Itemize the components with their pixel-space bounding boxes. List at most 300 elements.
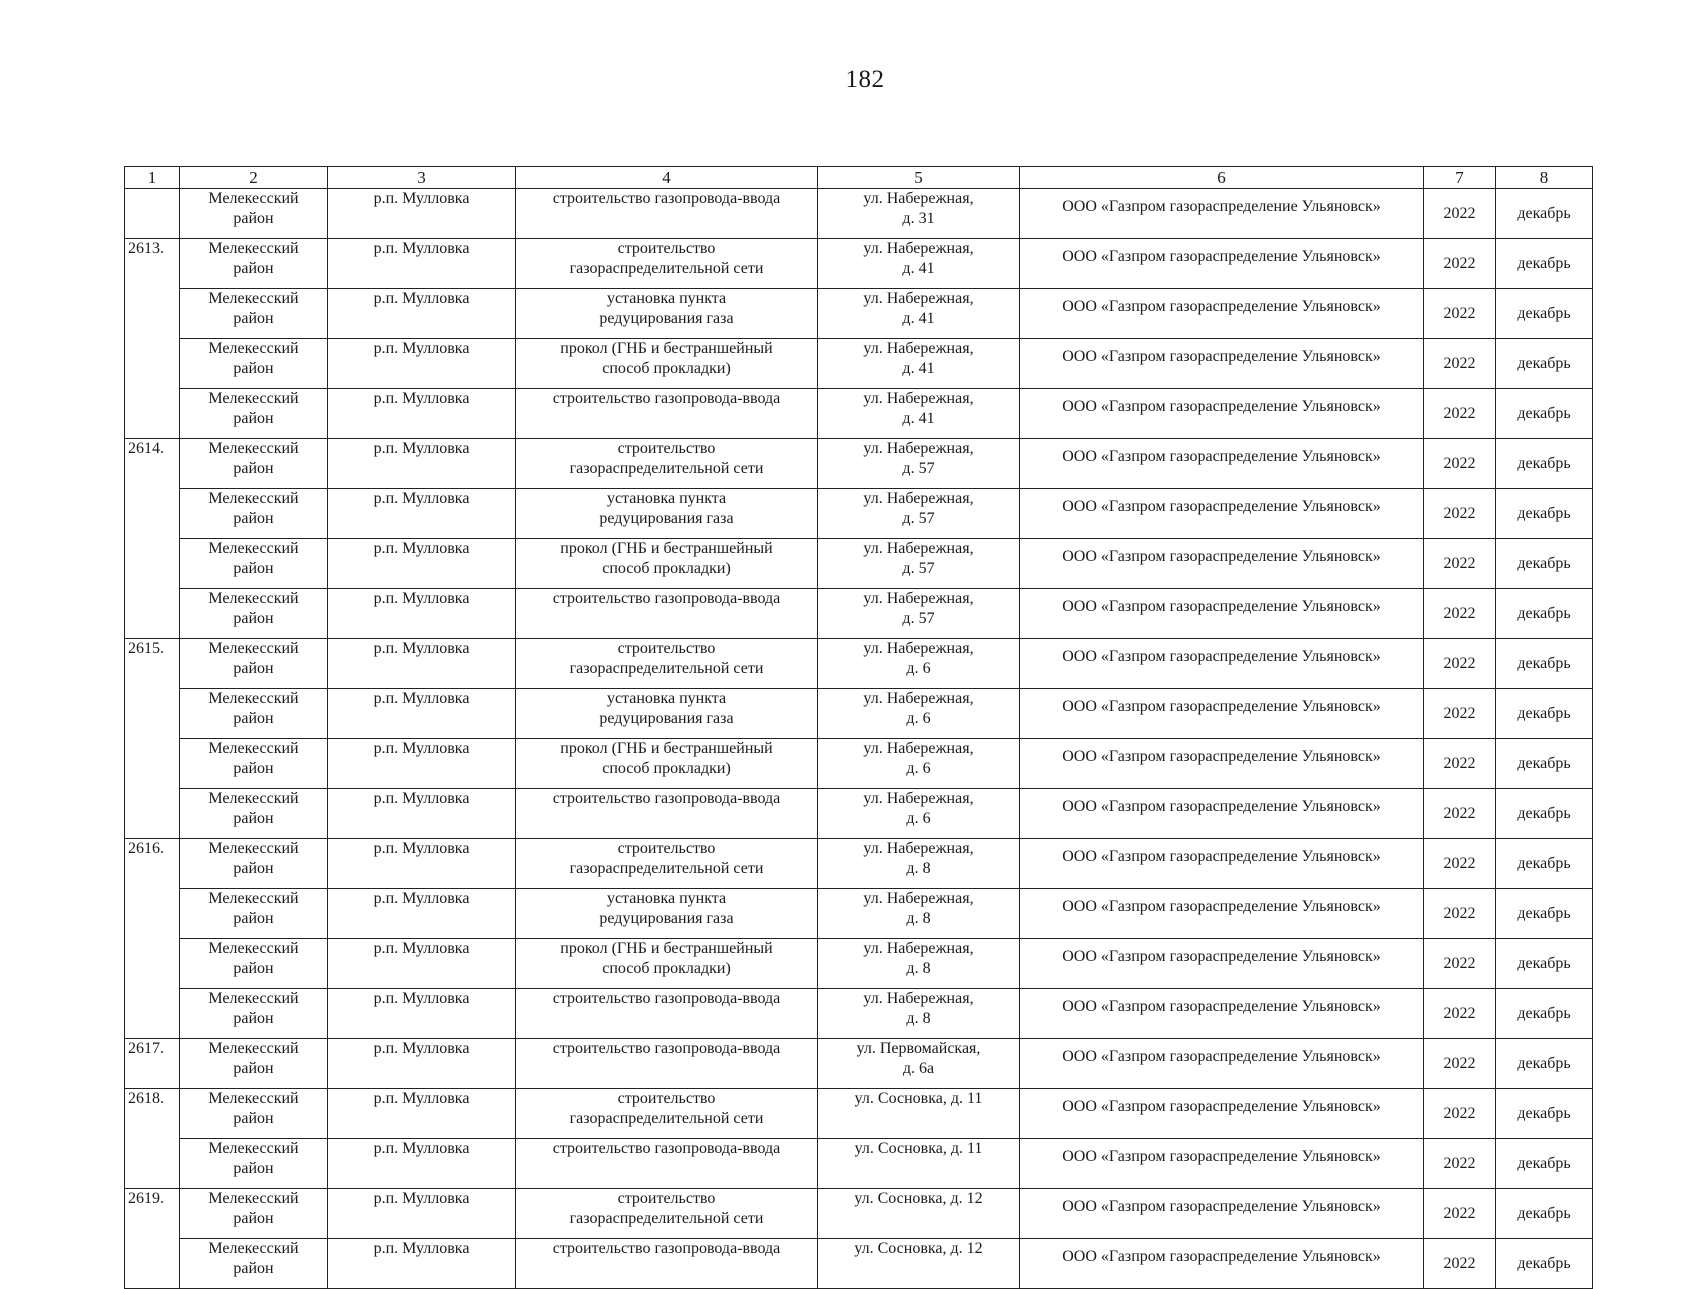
district-text: Мелекесский <box>208 590 299 607</box>
year-text: 2022 <box>1443 654 1476 672</box>
address-cell <box>818 239 1020 289</box>
address-text: д. 6 <box>906 760 931 777</box>
settlement-text: р.п. Мулловка <box>373 440 470 457</box>
organization-cell <box>1020 239 1424 289</box>
settlement-text: р.п. Мулловка <box>373 340 470 357</box>
settlement-cell <box>328 539 516 589</box>
district-text: район <box>233 1110 274 1127</box>
work-type-cell <box>516 1039 818 1089</box>
item-number-cell <box>125 1189 180 1239</box>
item-number-cell <box>125 789 180 839</box>
address-text: д. 6а <box>902 1060 935 1077</box>
item-number: 2618. <box>128 1090 164 1107</box>
settlement-cell <box>328 189 516 239</box>
item-number: 2613. <box>128 240 164 257</box>
district-text: Мелекесский <box>208 1040 299 1057</box>
year-text: 2022 <box>1443 954 1476 972</box>
organization-text: ООО «Газпром газораспределение Ульяновск» <box>1062 348 1381 365</box>
work-type-cell <box>516 389 818 439</box>
item-number-cell <box>125 189 180 239</box>
work-type-cell <box>516 839 818 889</box>
table-row <box>125 889 1593 939</box>
month-cell <box>1496 1189 1593 1239</box>
settlement-cell <box>328 1189 516 1239</box>
settlement-cell <box>328 989 516 1039</box>
item-number-cell <box>125 739 180 789</box>
district-text: район <box>233 1260 274 1277</box>
district-text: район <box>233 660 274 677</box>
item-number-cell <box>125 1039 180 1089</box>
table-row <box>125 289 1593 339</box>
table-row <box>125 339 1593 389</box>
district-text: Мелекесский <box>208 1190 299 1207</box>
district-text: Мелекесский <box>208 440 299 457</box>
gas-works-table <box>124 166 1593 1289</box>
month-text: декабрь <box>1517 1254 1571 1272</box>
item-number-cell <box>125 1089 180 1139</box>
address-text: ул. Набережная, <box>863 190 974 207</box>
organization-text: ООО «Газпром газораспределение Ульяновск» <box>1062 998 1381 1015</box>
month-cell <box>1496 939 1593 989</box>
year-cell <box>1424 989 1496 1039</box>
district-text: район <box>233 710 274 727</box>
address-cell <box>818 1239 1020 1289</box>
address-text: ул. Сосновка, д. 11 <box>854 1140 983 1157</box>
month-text: декабрь <box>1517 454 1571 472</box>
item-number-cell <box>125 589 180 639</box>
settlement-text: р.п. Мулловка <box>373 190 470 207</box>
address-text: ул. Сосновка, д. 12 <box>854 1240 983 1257</box>
month-text: декабрь <box>1517 654 1571 672</box>
work-type-cell <box>516 339 818 389</box>
month-cell <box>1496 239 1593 289</box>
district-text: район <box>233 1210 274 1227</box>
work-type-text: строительство газопровода-ввода <box>552 1240 781 1257</box>
year-cell <box>1424 1039 1496 1089</box>
district-cell <box>180 989 328 1039</box>
address-text: ул. Набережная, <box>863 590 974 607</box>
address-cell <box>818 1189 1020 1239</box>
organization-cell <box>1020 889 1424 939</box>
district-text: Мелекесский <box>208 890 299 907</box>
address-text: д. 41 <box>902 310 935 327</box>
settlement-cell <box>328 239 516 289</box>
item-number: 2617. <box>128 1040 164 1057</box>
district-cell <box>180 339 328 389</box>
year-cell <box>1424 389 1496 439</box>
month-text: декабрь <box>1517 1104 1571 1122</box>
organization-cell <box>1020 389 1424 439</box>
district-text: район <box>233 1160 274 1177</box>
address-text: ул. Набережная, <box>863 640 974 657</box>
district-text: район <box>233 460 274 477</box>
year-text: 2022 <box>1443 904 1476 922</box>
table-row <box>125 989 1593 1039</box>
settlement-text: р.п. Мулловка <box>373 1140 470 1157</box>
organization-cell <box>1020 839 1424 889</box>
address-cell <box>818 1039 1020 1089</box>
address-text: д. 57 <box>902 560 935 577</box>
settlement-text: р.п. Мулловка <box>373 690 470 707</box>
item-number: 2616. <box>128 840 164 857</box>
work-type-cell <box>516 1139 818 1189</box>
district-cell <box>180 289 328 339</box>
address-text: ул. Набережная, <box>863 490 974 507</box>
district-cell <box>180 839 328 889</box>
year-cell <box>1424 789 1496 839</box>
district-text: Мелекесский <box>208 940 299 957</box>
address-text: д. 31 <box>902 210 935 227</box>
district-cell <box>180 1239 328 1289</box>
settlement-cell <box>328 839 516 889</box>
item-number-cell <box>125 389 180 439</box>
item-number: 2614. <box>128 440 164 457</box>
item-number: 2615. <box>128 640 164 657</box>
month-cell <box>1496 1239 1593 1289</box>
district-cell <box>180 739 328 789</box>
organization-text: ООО «Газпром газораспределение Ульяновск» <box>1062 298 1381 315</box>
organization-cell <box>1020 1189 1424 1239</box>
month-cell <box>1496 1089 1593 1139</box>
year-text: 2022 <box>1443 804 1476 822</box>
work-type-cell <box>516 539 818 589</box>
settlement-text: р.п. Мулловка <box>373 940 470 957</box>
settlement-text: р.п. Мулловка <box>373 240 470 257</box>
year-cell <box>1424 439 1496 489</box>
year-text: 2022 <box>1443 454 1476 472</box>
district-text: Мелекесский <box>208 1090 299 1107</box>
work-type-text: редуцирования газа <box>599 510 734 527</box>
column-header: 6 <box>1020 167 1424 189</box>
settlement-cell <box>328 1239 516 1289</box>
work-type-text: газораспределительной сети <box>569 1210 764 1227</box>
district-cell <box>180 939 328 989</box>
work-type-cell <box>516 989 818 1039</box>
district-text: Мелекесский <box>208 840 299 857</box>
organization-text: ООО «Газпром газораспределение Ульяновск» <box>1062 1148 1381 1165</box>
month-text: декабрь <box>1517 754 1571 772</box>
item-number-cell <box>125 239 180 289</box>
settlement-text: р.п. Мулловка <box>373 1190 470 1207</box>
work-type-text: способ прокладки) <box>602 560 731 577</box>
month-cell <box>1496 1139 1593 1189</box>
work-type-text: строительство газопровода-ввода <box>552 1140 781 1157</box>
organization-cell <box>1020 989 1424 1039</box>
year-cell <box>1424 339 1496 389</box>
work-type-text: строительство газопровода-ввода <box>552 590 781 607</box>
month-text: декабрь <box>1517 704 1571 722</box>
table-row <box>125 539 1593 589</box>
district-text: Мелекесский <box>208 740 299 757</box>
table-row <box>125 839 1593 889</box>
organization-cell <box>1020 1089 1424 1139</box>
work-type-text: строительство газопровода-ввода <box>552 990 781 1007</box>
district-cell <box>180 789 328 839</box>
year-cell <box>1424 839 1496 889</box>
district-text: Мелекесский <box>208 540 299 557</box>
district-text: район <box>233 510 274 527</box>
settlement-cell <box>328 389 516 439</box>
column-header: 8 <box>1496 167 1593 189</box>
work-type-cell <box>516 439 818 489</box>
district-cell <box>180 539 328 589</box>
settlement-cell <box>328 339 516 389</box>
address-cell <box>818 839 1020 889</box>
address-text: ул. Набережная, <box>863 990 974 1007</box>
organization-cell <box>1020 439 1424 489</box>
organization-cell <box>1020 189 1424 239</box>
address-text: д. 57 <box>902 510 935 527</box>
organization-text: ООО «Газпром газораспределение Ульяновск» <box>1062 198 1381 215</box>
organization-text: ООО «Газпром газораспределение Ульяновск» <box>1062 548 1381 565</box>
district-cell <box>180 1139 328 1189</box>
month-cell <box>1496 889 1593 939</box>
work-type-cell <box>516 689 818 739</box>
address-cell <box>818 339 1020 389</box>
organization-text: ООО «Газпром газораспределение Ульяновск» <box>1062 598 1381 615</box>
column-header: 7 <box>1424 167 1496 189</box>
item-number-cell <box>125 539 180 589</box>
organization-cell <box>1020 789 1424 839</box>
table-row <box>125 439 1593 489</box>
settlement-text: р.п. Мулловка <box>373 490 470 507</box>
district-text: Мелекесский <box>208 990 299 1007</box>
address-cell <box>818 939 1020 989</box>
month-cell <box>1496 489 1593 539</box>
district-cell <box>180 889 328 939</box>
work-type-text: строительство газопровода-ввода <box>552 790 781 807</box>
month-text: декабрь <box>1517 904 1571 922</box>
settlement-text: р.п. Мулловка <box>373 1040 470 1057</box>
settlement-text: р.п. Мулловка <box>373 840 470 857</box>
address-text: д. 41 <box>902 410 935 427</box>
work-type-cell <box>516 589 818 639</box>
address-cell <box>818 489 1020 539</box>
organization-cell <box>1020 639 1424 689</box>
month-cell <box>1496 989 1593 1039</box>
district-text: район <box>233 860 274 877</box>
work-type-text: способ прокладки) <box>602 760 731 777</box>
table-row <box>125 589 1593 639</box>
address-text: ул. Сосновка, д. 12 <box>854 1190 983 1207</box>
district-cell <box>180 689 328 739</box>
month-text: декабрь <box>1517 404 1571 422</box>
organization-cell <box>1020 689 1424 739</box>
address-text: д. 8 <box>906 960 931 977</box>
address-text: д. 57 <box>902 460 935 477</box>
year-text: 2022 <box>1443 354 1476 372</box>
column-header: 3 <box>328 167 516 189</box>
month-text: декабрь <box>1517 854 1571 872</box>
address-text: д. 8 <box>906 860 931 877</box>
item-number-cell <box>125 689 180 739</box>
table-row <box>125 939 1593 989</box>
year-text: 2022 <box>1443 1054 1476 1072</box>
district-text: район <box>233 1010 274 1027</box>
year-text: 2022 <box>1443 754 1476 772</box>
month-cell <box>1496 439 1593 489</box>
address-text: ул. Набережная, <box>863 390 974 407</box>
settlement-text: р.п. Мулловка <box>373 390 470 407</box>
month-cell <box>1496 639 1593 689</box>
district-text: район <box>233 260 274 277</box>
work-type-text: строительство газопровода-ввода <box>552 390 781 407</box>
district-cell <box>180 1089 328 1139</box>
organization-text: ООО «Газпром газораспределение Ульяновск» <box>1062 748 1381 765</box>
item-number-cell <box>125 489 180 539</box>
address-text: ул. Набережная, <box>863 790 974 807</box>
work-type-text: строительство газопровода-ввода <box>552 190 781 207</box>
address-text: ул. Набережная, <box>863 440 974 457</box>
work-type-cell <box>516 489 818 539</box>
work-type-text: строительство <box>617 840 716 857</box>
address-cell <box>818 1139 1020 1189</box>
settlement-text: р.п. Мулловка <box>373 1090 470 1107</box>
month-text: декабрь <box>1517 504 1571 522</box>
district-text: Мелекесский <box>208 640 299 657</box>
district-cell <box>180 589 328 639</box>
work-type-text: строительство <box>617 240 716 257</box>
table-row <box>125 1139 1593 1189</box>
district-text: Мелекесский <box>208 1140 299 1157</box>
settlement-text: р.п. Мулловка <box>373 290 470 307</box>
address-cell <box>818 889 1020 939</box>
district-text: район <box>233 410 274 427</box>
year-text: 2022 <box>1443 404 1476 422</box>
column-header: 2 <box>180 167 328 189</box>
column-header: 4 <box>516 167 818 189</box>
settlement-cell <box>328 1089 516 1139</box>
year-cell <box>1424 1139 1496 1189</box>
table-header-row <box>125 167 1593 189</box>
settlement-cell <box>328 1039 516 1089</box>
address-text: ул. Набережная, <box>863 540 974 557</box>
organization-cell <box>1020 739 1424 789</box>
work-type-text: строительство <box>617 1190 716 1207</box>
year-text: 2022 <box>1443 504 1476 522</box>
address-cell <box>818 689 1020 739</box>
work-type-text: установка пункта <box>606 490 727 507</box>
settlement-cell <box>328 889 516 939</box>
settlement-cell <box>328 1139 516 1189</box>
district-text: Мелекесский <box>208 340 299 357</box>
district-text: Мелекесский <box>208 290 299 307</box>
month-cell <box>1496 189 1593 239</box>
table-row <box>125 389 1593 439</box>
settlement-text: р.п. Мулловка <box>373 740 470 757</box>
item-number-cell <box>125 889 180 939</box>
year-cell <box>1424 189 1496 239</box>
month-cell <box>1496 839 1593 889</box>
year-cell <box>1424 639 1496 689</box>
address-text: д. 6 <box>906 810 931 827</box>
year-text: 2022 <box>1443 204 1476 222</box>
work-type-text: установка пункта <box>606 290 727 307</box>
month-text: декабрь <box>1517 1054 1571 1072</box>
district-text: район <box>233 910 274 927</box>
address-cell <box>818 539 1020 589</box>
district-cell <box>180 439 328 489</box>
settlement-text: р.п. Мулловка <box>373 640 470 657</box>
organization-text: ООО «Газпром газораспределение Ульяновск» <box>1062 498 1381 515</box>
work-type-text: установка пункта <box>606 890 727 907</box>
month-text: декабрь <box>1517 954 1571 972</box>
address-text: ул. Первомайская, <box>856 1040 981 1057</box>
item-number: 2619. <box>128 1190 164 1207</box>
organization-text: ООО «Газпром газораспределение Ульяновск» <box>1062 1048 1381 1065</box>
district-text: Мелекесский <box>208 240 299 257</box>
work-type-text: способ прокладки) <box>602 960 731 977</box>
table-row <box>125 189 1593 239</box>
district-cell <box>180 1039 328 1089</box>
district-text: район <box>233 310 274 327</box>
month-text: декабрь <box>1517 604 1571 622</box>
organization-cell <box>1020 539 1424 589</box>
year-text: 2022 <box>1443 554 1476 572</box>
year-cell <box>1424 589 1496 639</box>
district-cell <box>180 189 328 239</box>
month-text: декабрь <box>1517 354 1571 372</box>
district-cell <box>180 1189 328 1239</box>
table-row <box>125 739 1593 789</box>
work-type-text: редуцирования газа <box>599 710 734 727</box>
settlement-cell <box>328 439 516 489</box>
district-text: район <box>233 360 274 377</box>
district-text: Мелекесский <box>208 390 299 407</box>
year-text: 2022 <box>1443 254 1476 272</box>
column-header: 5 <box>818 167 1020 189</box>
year-cell <box>1424 1189 1496 1239</box>
month-cell <box>1496 739 1593 789</box>
year-text: 2022 <box>1443 1004 1476 1022</box>
address-text: д. 6 <box>906 660 931 677</box>
month-text: декабрь <box>1517 204 1571 222</box>
address-text: ул. Набережная, <box>863 690 974 707</box>
district-cell <box>180 639 328 689</box>
work-type-text: газораспределительной сети <box>569 860 764 877</box>
organization-text: ООО «Газпром газораспределение Ульяновск» <box>1062 648 1381 665</box>
address-text: д. 8 <box>906 1010 931 1027</box>
year-cell <box>1424 889 1496 939</box>
address-text: д. 6 <box>906 710 931 727</box>
year-text: 2022 <box>1443 704 1476 722</box>
year-cell <box>1424 739 1496 789</box>
organization-text: ООО «Газпром газораспределение Ульяновск» <box>1062 898 1381 915</box>
month-text: декабрь <box>1517 254 1571 272</box>
work-type-text: строительство <box>617 640 716 657</box>
work-type-cell <box>516 939 818 989</box>
year-cell <box>1424 1089 1496 1139</box>
settlement-cell <box>328 789 516 839</box>
address-text: ул. Набережная, <box>863 740 974 757</box>
month-cell <box>1496 339 1593 389</box>
organization-text: ООО «Газпром газораспределение Ульяновск» <box>1062 448 1381 465</box>
settlement-text: р.п. Мулловка <box>373 590 470 607</box>
organization-text: ООО «Газпром газораспределение Ульяновск» <box>1062 1098 1381 1115</box>
year-text: 2022 <box>1443 1254 1476 1272</box>
district-text: район <box>233 560 274 577</box>
month-text: декабрь <box>1517 1004 1571 1022</box>
month-cell <box>1496 589 1593 639</box>
table-row <box>125 689 1593 739</box>
work-type-text: строительство <box>617 1090 716 1107</box>
item-number-cell <box>125 1139 180 1189</box>
work-type-text: строительство газопровода-ввода <box>552 1040 781 1057</box>
year-cell <box>1424 689 1496 739</box>
table-row <box>125 239 1593 289</box>
settlement-cell <box>328 489 516 539</box>
item-number-cell <box>125 339 180 389</box>
